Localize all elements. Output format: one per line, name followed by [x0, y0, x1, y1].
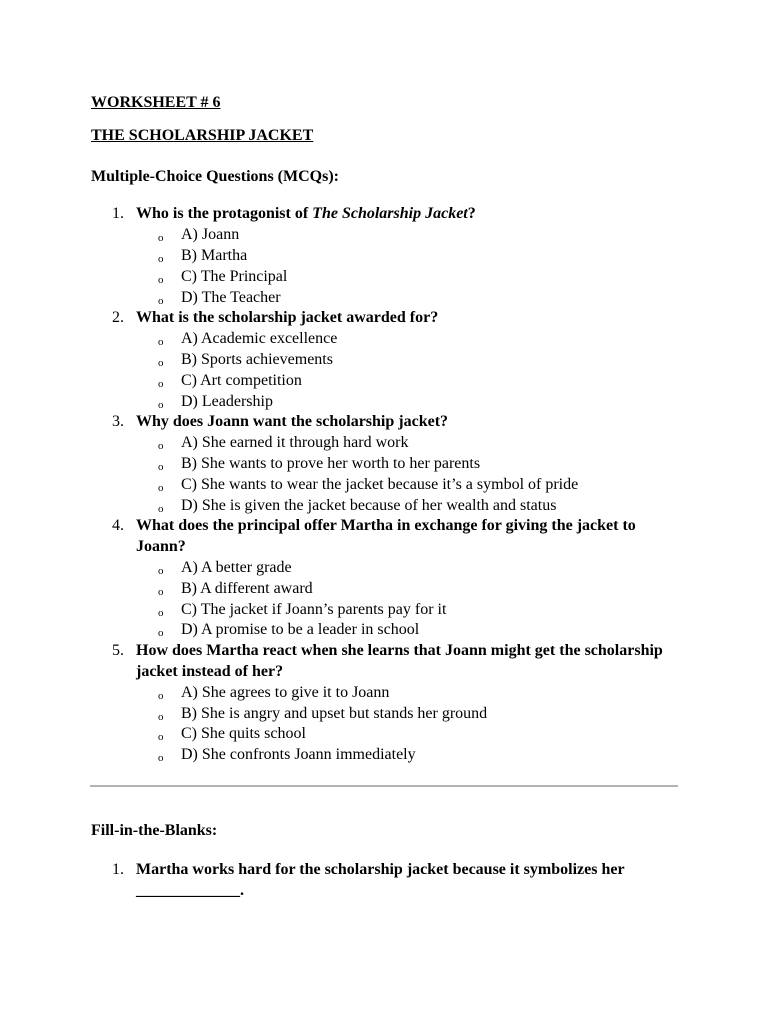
question-text: What does the principal offer Martha in exchange for giving the jacket to Joann? [136, 517, 636, 556]
circle-bullet-icon: o [158, 356, 164, 369]
option-text: B) Sports achievements [181, 350, 333, 368]
option-text: C) The Principal [181, 267, 288, 285]
option-list [136, 433, 681, 516]
question-item [91, 641, 681, 766]
question-number: 2. [112, 309, 124, 327]
option-item [136, 475, 681, 496]
question-item [91, 516, 681, 641]
option-item [136, 683, 681, 704]
circle-bullet-icon: o [158, 627, 164, 640]
question-number: 1. [112, 205, 124, 223]
option-text: D) The Teacher [181, 288, 281, 306]
question-text-part: Who is the protagonist of [136, 205, 313, 223]
option-text: B) A different award [181, 579, 313, 597]
option-text: A) A better grade [181, 558, 292, 576]
option-text: C) The jacket if Joann’s parents pay for it [181, 600, 447, 618]
blanks-heading: Fill-in-the-Blanks: [91, 821, 218, 839]
circle-bullet-icon: o [158, 502, 164, 515]
question-text: Why does Joann want the scholarship jacket? [136, 413, 449, 431]
option-item [136, 225, 681, 246]
option-text: D) A promise to be a leader in school [181, 621, 420, 639]
circle-bullet-icon: o [158, 294, 164, 307]
option-item [136, 288, 681, 309]
circle-bullet-icon: o [158, 273, 164, 286]
option-item [136, 433, 681, 454]
option-list [136, 225, 681, 308]
option-item [136, 371, 681, 392]
circle-bullet-icon: o [158, 398, 164, 411]
circle-bullet-icon: o [158, 689, 164, 702]
circle-bullet-icon: o [158, 377, 164, 390]
section-divider [90, 785, 678, 787]
circle-bullet-icon: o [158, 564, 164, 577]
circle-bullet-icon: o [158, 460, 164, 473]
blank-text: Martha works hard for the scholarship jacket because it symbolizes her _____________. [136, 860, 625, 899]
option-text: D) She is given the jacket because of her wealth and status [181, 496, 557, 514]
option-list [136, 683, 681, 766]
question-item [91, 308, 681, 412]
option-item [136, 350, 681, 371]
worksheet-title: THE SCHOLARSHIP JACKET [91, 126, 314, 144]
circle-bullet-icon: o [158, 481, 164, 494]
option-item [136, 454, 681, 475]
option-text: C) She wants to wear the jacket because it’s a symbol of pride [181, 475, 579, 493]
option-text: B) Martha [181, 246, 248, 264]
circle-bullet-icon: o [158, 440, 164, 453]
option-text: B) She is angry and upset but stands her ground [181, 704, 488, 722]
option-item [136, 745, 681, 766]
story-title: The Scholarship Jacket [312, 205, 468, 223]
option-item [136, 579, 681, 600]
mcq-heading: Multiple-Choice Questions (MCQs): [91, 167, 339, 185]
option-text: D) She confronts Joann immediately [181, 746, 416, 764]
option-list [136, 558, 681, 641]
question-number: 3. [112, 413, 124, 431]
option-item [136, 620, 681, 641]
circle-bullet-icon: o [158, 752, 164, 765]
option-list [136, 329, 681, 412]
option-text: A) She agrees to give it to Joann [181, 683, 390, 701]
option-text: A) She earned it through hard work [181, 434, 409, 452]
circle-bullet-icon: o [158, 710, 164, 723]
circle-bullet-icon: o [158, 731, 164, 744]
option-item [136, 496, 681, 517]
option-item [136, 392, 681, 413]
option-text: C) She quits school [181, 725, 306, 743]
option-item [136, 246, 681, 267]
option-item [136, 267, 681, 288]
question-text: What is the scholarship jacket awarded for? [136, 309, 439, 327]
question-text: How does Martha react when she learns that Joann might get the scholarship jacket instead of her? [136, 642, 663, 680]
circle-bullet-icon: o [158, 336, 164, 349]
option-item [136, 724, 681, 745]
option-text: A) Joann [181, 226, 240, 244]
blanks-list [91, 860, 681, 902]
circle-bullet-icon: o [158, 585, 164, 598]
question-text-part: ? [467, 205, 476, 223]
option-text: B) She wants to prove her worth to her parents [181, 454, 481, 472]
worksheet-label: WORKSHEET # 6 [91, 94, 221, 111]
blank-item [91, 860, 681, 902]
question-number: 4. [112, 517, 124, 535]
question-item [91, 412, 681, 516]
option-text: C) Art competition [181, 371, 302, 389]
question-item [91, 204, 681, 308]
mcq-list [91, 204, 681, 766]
question-text [136, 205, 476, 222]
blank-number: 1. [112, 860, 124, 878]
worksheet-page [91, 93, 681, 901]
option-item [136, 329, 681, 350]
option-item [136, 600, 681, 621]
circle-bullet-icon: o [158, 232, 164, 245]
circle-bullet-icon: o [158, 606, 164, 619]
option-item [136, 558, 681, 579]
option-text: D) Leadership [181, 392, 273, 410]
option-text: A) Academic excellence [181, 330, 338, 348]
circle-bullet-icon: o [158, 252, 164, 265]
option-item [136, 704, 681, 725]
question-number: 5. [112, 642, 124, 660]
